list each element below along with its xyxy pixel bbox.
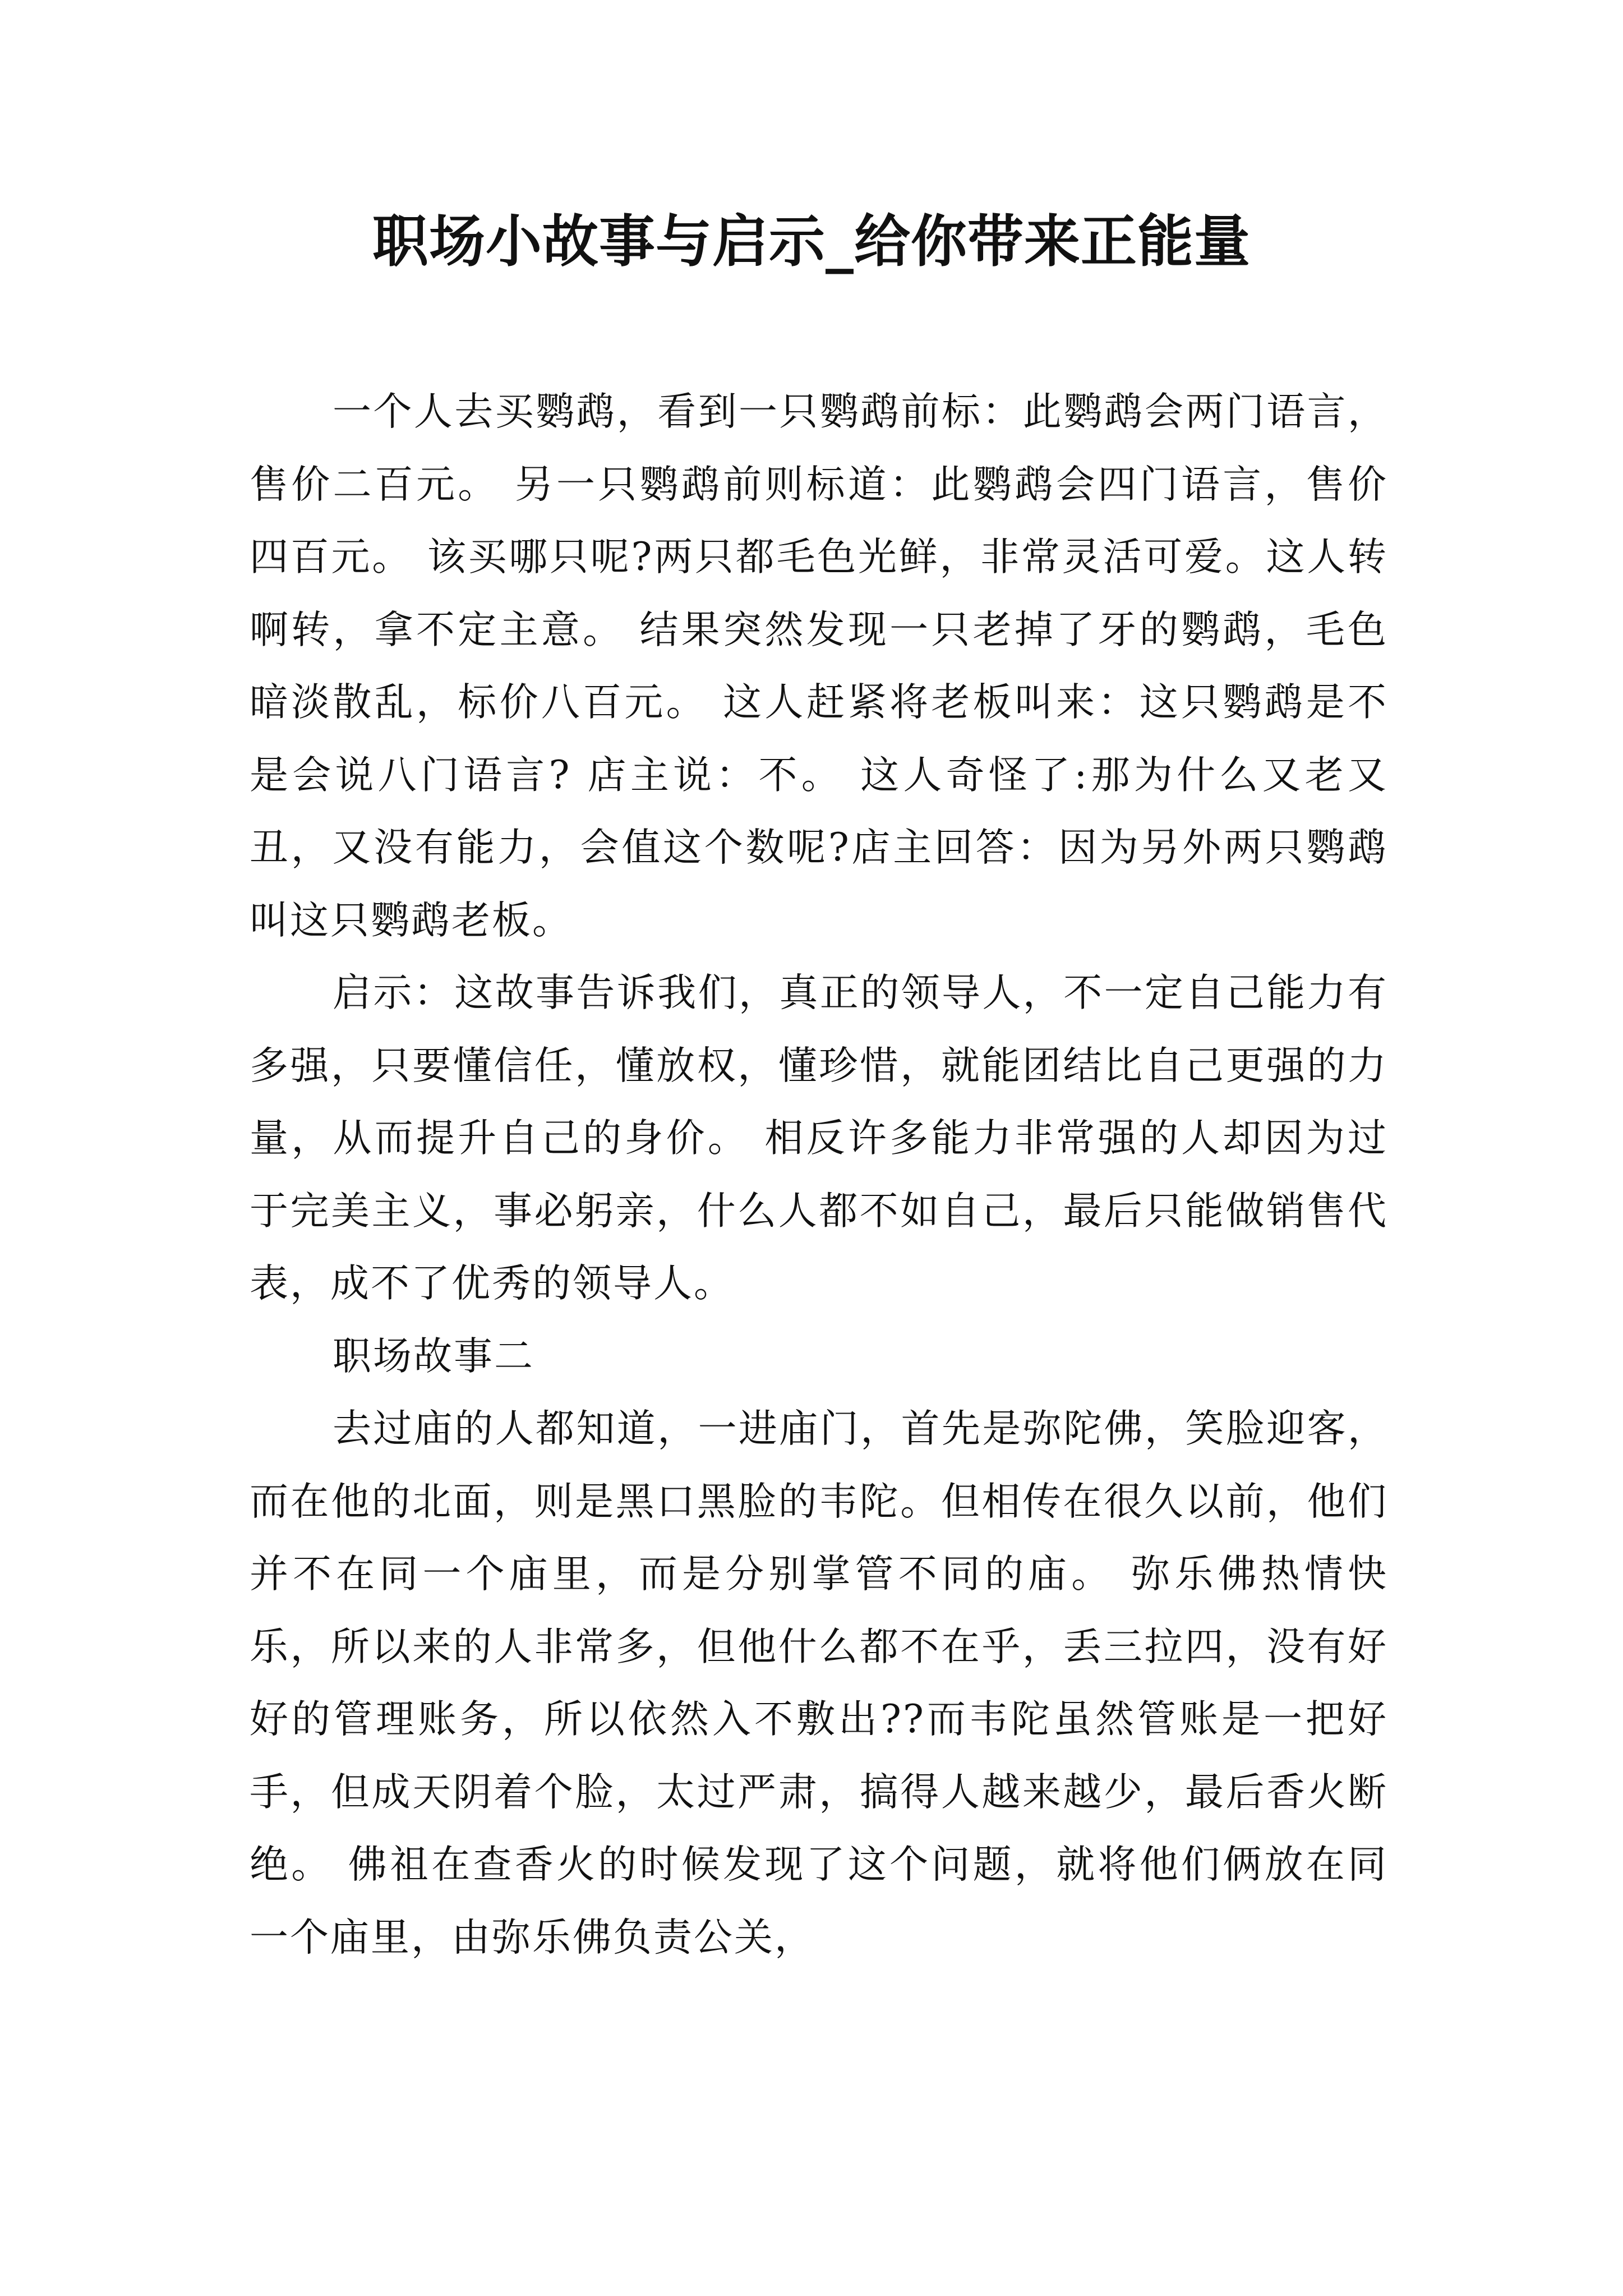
section-heading-story-two: 职场故事二 (333, 1333, 534, 1379)
paragraph-temple-story: 去过庙的人都知道，一进庙门，首先是弥陀佛，笑脸迎客，而在他的北面，则是黑口黑脸的韦陀。但相传在很久以前，他们并不在同一个庙里，而是分别掌管不同的庙。 弥乐佛热情快乐，所以来的人非常多，但他什么都不在乎，丢三拉四，没有好好的管理账务，所以依然入不敷出??而韦陀虽然管账是一把好手，但成天阴着个脸，太过严肃，搞得人越来越少，最后香火断绝。 佛祖在查香火的时候发现了这个问题，就将他们俩放在同一个庙里，由弥乐佛负责公关， (250, 1406, 1388, 1960)
paragraph-parrot-story: 一个人去买鹦鹉，看到一只鹦鹉前标：此鹦鹉会两门语言，售价二百元。 另一只鹦鹉前则标道：此鹦鹉会四门语言，售价四百元。 该买哪只呢?两只都毛色光鲜，非常灵活可爱。这人转啊转，拿不定主意。 结果突然发现一只老掉了牙的鹦鹉，毛色暗淡散乱，标价八百元。 这人赶紧将老板叫来：这只鹦鹉是不是会说八门语言? 店主说：不。 这人奇怪了:那为什么又老又丑，又没有能力，会值这个数呢?店主回答：因为另外两只鹦鹉叫这只鹦鹉老板。 (250, 389, 1388, 943)
paragraph-lesson: 启示：这故事告诉我们，真正的领导人，不一定自己能力有多强，只要懂信任，懂放权，懂珍惜，就能团结比自己更强的力量，从而提升自己的身价。 相反许多能力非常强的人却因为过于完美主义，事必躬亲，什么人都不如自己，最后只能做销售代表，成不了优秀的领导人。 (250, 970, 1388, 1306)
document-body (250, 376, 1388, 1974)
document-title: 职场小故事与启示_给你带来正能量 (372, 208, 1251, 274)
